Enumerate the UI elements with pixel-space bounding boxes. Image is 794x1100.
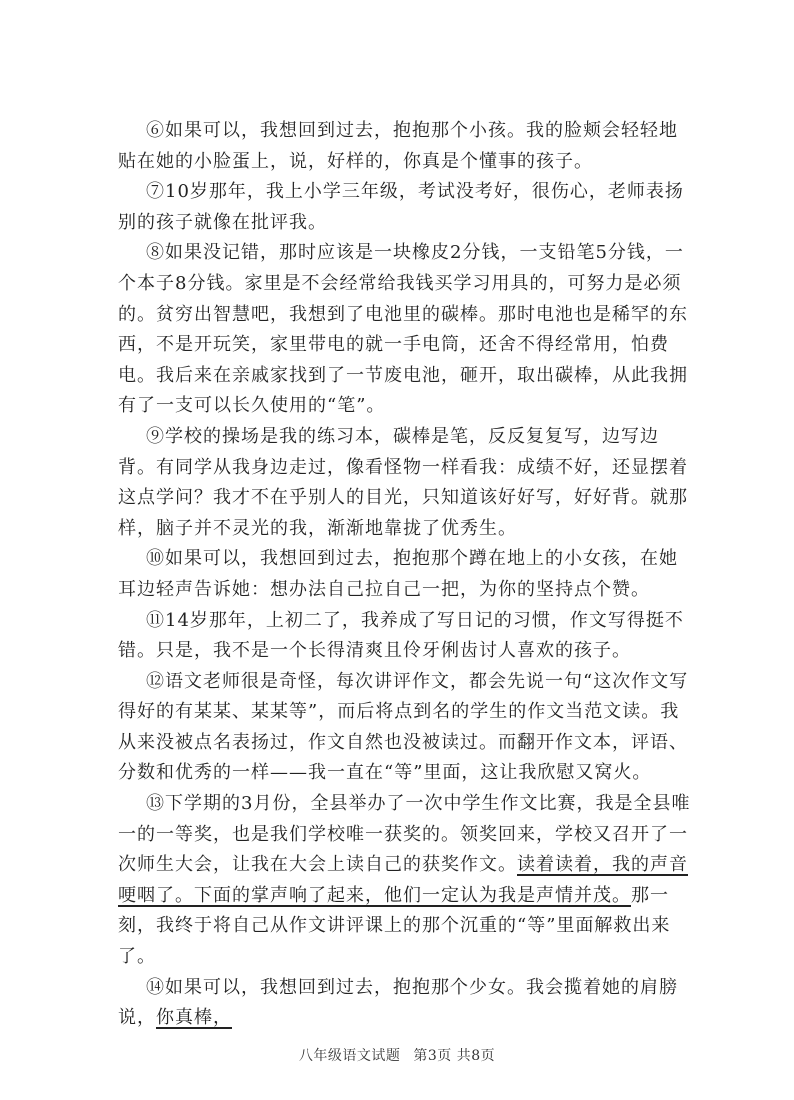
paragraph-marker: ⑧ (146, 242, 165, 264)
paragraph-marker: ⑭ (146, 976, 165, 998)
paragraph-marker: ⑦ (146, 181, 165, 203)
paragraph-9 (118, 422, 692, 544)
paragraph-10 (118, 544, 692, 605)
paragraph-14 (118, 973, 692, 1034)
paragraph-text: 那一刻，我终于将自己从作文讲评课上的那个沉重的“等”里面解救出来了。 (118, 884, 671, 968)
page-number: 第3页 共8页 (413, 1048, 496, 1064)
paragraph-text: 14岁那年，上初二了，我养成了写日记的习惯，作文写得挺不错。只是，我不是一个长得清爽且伶牙俐齿讨人喜欢的孩子。 (118, 609, 684, 662)
paragraph-marker: ⑩ (146, 548, 165, 570)
paragraph-13 (118, 789, 692, 973)
paragraph-text: 语文老师很是奇怪，每次讲评作文，都会先说一句“这次作文写得好的有某某、某某等”，而后将点到名的学生的作文当范文读。我从来没被点名表扬过，作文自然也没被读过。而翻开作文本，评语、分数和优秀的一样——我一直在“等”里面，这让我欣慰又窝火。 (118, 670, 689, 784)
paragraph-text: 如果没记错，那时应该是一块橡皮2分钱，一支铅笔5分钱，一个本子8分钱。家里是不会经常给我钱买学习用具的，可努力是必须的。贫穷出智慧吧，我想到了电池里的碳棒。那时电池也是稀罕的东西，不是开玩笑，家里带电的就一手电筒，还舍不得经常用，怕费电。我后来在亲戚家找到了一节废电池，砸开，取出碳棒，从此我拥有了一支可以长久使用的“笔”。 (118, 242, 688, 417)
paragraph-marker: ⑪ (146, 609, 165, 631)
paragraph-text: 下学期的3月份，全县举办了一次中学生作文比赛，我是全县唯一的一等奖，也是我们学校唯一获奖的。领奖回来，学校又召开了一次师生大会，让我在大会上读自己的获奖作文。 (118, 793, 691, 876)
paragraph-text: 10岁那年，我上小学三年级，考试没考好，很伤心，老师表扬别的孩子就像在批评我。 (118, 181, 684, 233)
paragraph-7 (118, 177, 692, 238)
paragraph-text: 学校的操场是我的练习本，碳棒是笔，反反复复写，边写边背。有同学从我身边走过，像看怪物一样看我：成绩不好，还显摆着这点学问？我才不在乎别人的目光，只知道该好好写，好好背。就那样，脑子并不灵光的我，渐渐地靠拢了优秀生。 (118, 425, 688, 539)
page-footer (0, 1045, 794, 1065)
paragraph-marker: ⑨ (146, 425, 165, 447)
paragraph-text: 如果可以，我想回到过去，抱抱那个少女。我会揽着她的肩膀说， (118, 976, 678, 1029)
underlined-sentence: 你真棒， (156, 1007, 232, 1029)
paragraph-6 (118, 116, 692, 177)
paragraph-marker: ⑬ (146, 793, 165, 815)
underlined-sentence: 读着读着，我的声音哽咽了。下面的掌声响了起来，他们一定认为我是声情并茂。 (118, 854, 688, 906)
paragraph-text: 如果可以，我想回到过去，抱抱那个蹲在地上的小女孩，在她耳边轻声告诉她：想办法自己拉自己一把，为你的坚持点个赞。 (118, 548, 678, 600)
paragraph-marker: ⑥ (146, 120, 165, 141)
paragraph-text: 如果可以，我想回到过去，抱抱那个小孩。我的脸颊会轻轻地贴在她的小脸蛋上，说，好样的，你真是个懂事的孩子。 (118, 120, 678, 172)
essay-body (118, 116, 692, 1034)
paragraph-11 (118, 606, 692, 667)
paragraph-12 (118, 667, 692, 789)
paragraph-marker: ⑫ (146, 670, 165, 692)
exam-subject: 八年级语文试题 (298, 1048, 401, 1064)
paragraph-8 (118, 238, 692, 422)
